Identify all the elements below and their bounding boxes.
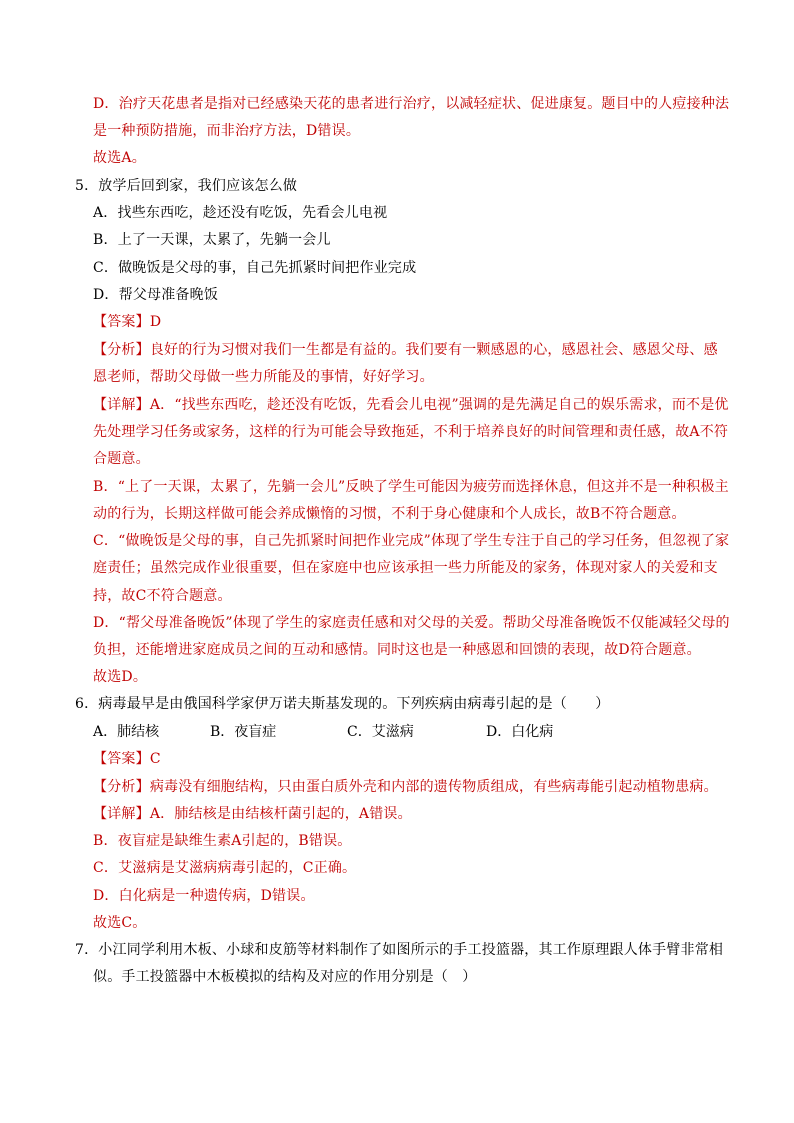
q5-detail-c-line3: 持，故C不符合题意。 [93, 588, 232, 604]
q5-detail-c-line1: C．“做晚饭是父母的事，自己先抓紧时间把作业完成”体现了学生专注于自己的学习任务，但忽视了家 [93, 533, 730, 549]
q5-detail-b-line1: B．“上了一天课，太累了，先躺一会儿”反映了学生可能因为疲劳而选择休息，但这并不是一种积极主 [93, 479, 729, 495]
q7-stem-line2: 似。手工投篮器中木板模拟的结构及对应的作用分别是（ ） [93, 969, 477, 985]
q6-answer: C [149, 751, 161, 767]
q4-detail-d-line1: D．治疗天花患者是指对已经感染天花的患者进行治疗，以减轻症状、促进康复。题目中的人痘接种法 [93, 96, 730, 112]
q6-option-a: A．肺结核 [93, 724, 160, 740]
q5-analysis-line1: 【分析】良好的行为习惯对我们一生都是有益的。我们要有一颗感恩的心，感恩社会、感恩父母、感 [93, 342, 718, 358]
q6-detail-c: C．艾滋病是艾滋病病毒引起的，C正确。 [93, 860, 357, 876]
analysis-tag: 【分析】 [93, 779, 150, 795]
q5-detail-a-line1: 【详解】A．“找些东西吃，趁还没有吃饭，先看会儿电视”强调的是先满足自己的娱乐需求，而不是优 [93, 397, 729, 413]
q5-detail-d-line1: D．“帮父母准备晚饭”体现了学生的家庭责任感和对父母的关爱。帮助父母准备晚饭不仅能减轻父母的 [93, 615, 730, 631]
q5-detail-a-line2: 先处理学习任务或家务，这样的行为可能会导致拖延，不利于培养良好的时间管理和责任感，故A不符 [93, 424, 729, 440]
q5-option-b: B．上了一天课，太累了，先躺一会儿 [93, 232, 331, 248]
detail-tag: 【详解】 [93, 806, 150, 822]
q5-analysis-line2: 恩老师，帮助父母做一些力所能及的事情，好好学习。 [93, 369, 434, 385]
analysis-tag: 【分析】 [93, 342, 150, 358]
q5-stem: 5．放学后回到家，我们应该怎么做 [75, 178, 298, 194]
q5-option-a: A．找些东西吃，趁还没有吃饭，先看会儿电视 [93, 205, 388, 221]
q5-detail-c-line2: 庭责任；虽然完成作业很重要，但在家庭中也应该承担一些力所能及的家务，体现对家人的关爱和支 [93, 560, 718, 576]
q5-option-c: C．做晚饭是父母的事，自己先抓紧时间把作业完成 [93, 260, 417, 276]
q5-detail-d-line2: 负担，还能增进家庭成员之间的互动和感情。同时这也是一种感恩和回馈的表现，故D符合题意。 [93, 642, 701, 658]
answer-tag: 【答案】 [93, 314, 150, 330]
q4-detail-d-line2: 是一种预防措施，而非治疗方法，D错误。 [93, 123, 361, 139]
q5-answer-line [93, 312, 161, 332]
q6-answer-line [93, 749, 161, 769]
q6-detail-d: D．白化病是一种遗传病，D错误。 [93, 888, 315, 904]
q6-analysis-line: 【分析】病毒没有细胞结构，只由蛋白质外壳和内部的遗传物质组成，有些病毒能引起动植物患病。 [93, 779, 718, 795]
q4-choose: 故选A。 [93, 150, 146, 166]
q5-detail-b-line2: 动的行为，长期这样做可能会养成懒惰的习惯，不利于身心健康和个人成长，故B不符合题意。 [93, 506, 686, 522]
q6-detail-a: 【详解】A．肺结核是由结核杆菌引起的，A错误。 [93, 806, 412, 822]
q5-choose: 故选D。 [93, 669, 148, 685]
q6-option-b: B．夜盲症 [210, 724, 277, 740]
q5-option-d: D．帮父母准备晚饭 [93, 287, 219, 303]
q5-answer: D [149, 314, 162, 330]
q6-stem: 6．病毒最早是由俄国科学家伊万诺夫斯基发现的。下列疾病由病毒引起的是（ ） [75, 696, 610, 712]
q6-choose: 故选C。 [93, 915, 147, 931]
q6-option-d: D．白化病 [486, 724, 554, 740]
answer-tag: 【答案】 [93, 751, 150, 767]
q7-stem-line1: 7．小江同学利用木板、小球和皮筋等材料制作了如图所示的手工投篮器，其工作原理跟人体手臂非常相 [75, 942, 724, 958]
q5-detail-a-line3: 合题意。 [93, 451, 150, 467]
detail-tag: 【详解】 [93, 397, 150, 413]
q6-option-c: C．艾滋病 [347, 724, 414, 740]
q6-detail-b: B．夜盲症是缺维生素A引起的，B错误。 [93, 833, 352, 849]
